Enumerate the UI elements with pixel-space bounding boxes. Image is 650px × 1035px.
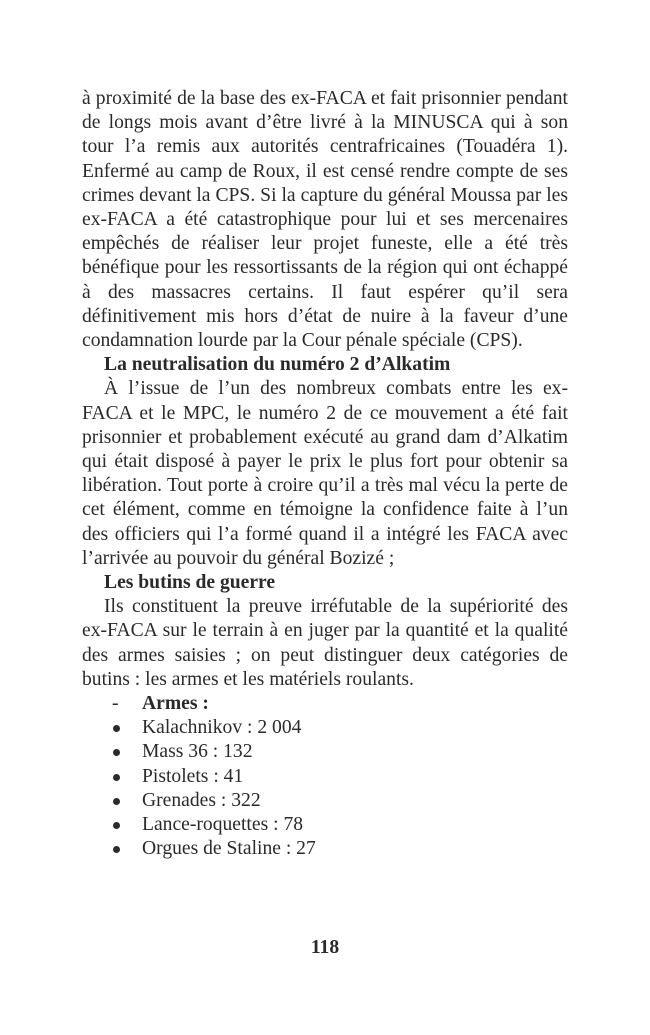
list-item <box>82 716 568 740</box>
list-item-text: Kalachnikov : 2 004 <box>142 717 302 739</box>
body-paragraph: Ils constituent la preuve irréfutable de la supériorité des ex-FACA sur le terrain à en juger par la quantité et la qualité des armes saisies ; on peut distinguer deux catégories de butins : les armes et les matériels roulants. <box>82 596 568 690</box>
body-paragraph: à proximité de la base des ex-FACA et fait prisonnier pendant de longs mois avant d’être livré à la MINUSCA qui à son tour l’a remis aux autorités centrafricaines (Touadéra 1). Enfermé au camp de Roux, il est censé rendre compte de ses crimes devant la CPS. Si la capture du général Moussa par les ex-FACA a été catastrophique pour lui et ses mercenaires empêchés de réaliser leur projet funeste, elle a été très bénéfique pour les ressortissants de la région qui ont échappé à des massacres certains. Il faut espérer qu’il sera définitivement mis hors d’état de nuire à la faveur d’une condamnation lourde par la Cour pénale spéciale (CPS). <box>82 88 568 352</box>
list-item <box>82 789 568 813</box>
list-item-text: Lance-roquettes : 78 <box>142 814 304 836</box>
list-item-text: Mass 36 : 132 <box>142 741 253 763</box>
page-body <box>82 87 568 861</box>
bullet-icon <box>113 725 120 732</box>
body-paragraph: À l’issue de l’un des nombreux combats entre les ex-FACA et le MPC, le numéro 2 de ce mouvement a été fait prisonnier et probablement exécuté au grand dam d’Alkatim qui était disposé à payer le prix le plus fort pour obtenir sa libération. Tout porte à croire qu’il a très mal vécu la perte de cet élément, comme en témoigne la confidence faite à l’un des officiers qui l’a formé quand il a intégré les FACA avec l’arrivée au pouvoir du général Bozizé ; <box>82 378 568 569</box>
list-heading-item <box>82 692 568 716</box>
bullet-icon <box>113 774 120 781</box>
list-item-text: Orgues de Staline : 27 <box>142 838 316 860</box>
dash-marker: - <box>112 693 119 715</box>
list-item <box>82 740 568 764</box>
section-heading: Les butins de guerre <box>104 572 276 594</box>
weapons-list <box>82 692 568 861</box>
list-item <box>82 837 568 861</box>
bullet-icon <box>113 846 120 853</box>
page-number: 118 <box>310 937 340 958</box>
list-item <box>82 813 568 837</box>
list-item-text: Grenades : 322 <box>142 789 261 811</box>
bullet-icon <box>113 798 120 805</box>
section-heading: La neutralisation du numéro 2 d’Alkatim <box>104 354 451 376</box>
list-item <box>82 765 568 789</box>
list-heading: Armes : <box>142 693 209 715</box>
bullet-icon <box>113 749 120 756</box>
bullet-icon <box>113 822 120 829</box>
list-item-text: Pistolets : 41 <box>142 765 244 787</box>
